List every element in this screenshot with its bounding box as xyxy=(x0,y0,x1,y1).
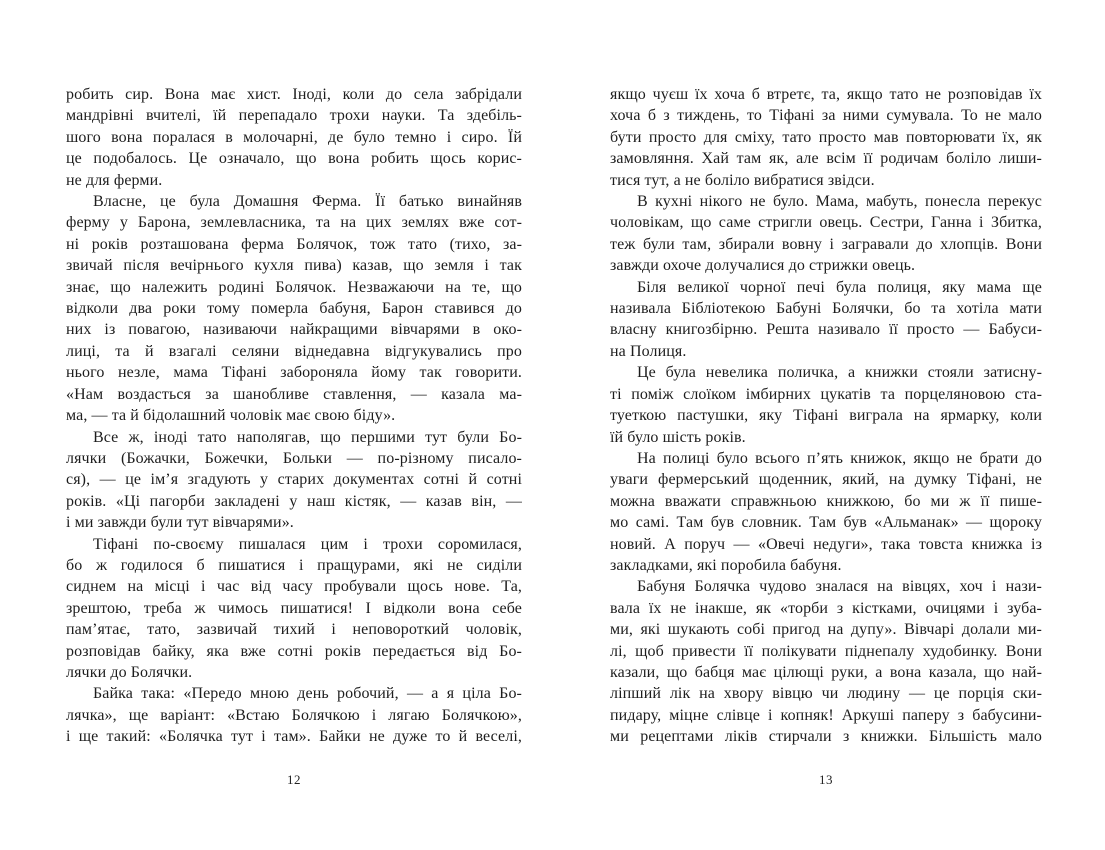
text-line: не для ферми. xyxy=(66,171,163,189)
text-line: ті поміж слоїком імбирних цукатів та порцеляновою ста- xyxy=(610,385,1042,403)
left-page-text xyxy=(66,84,522,748)
paragraph xyxy=(66,427,522,534)
text-line: і ми завжди були тут вівчарями». xyxy=(66,514,294,532)
text-line: зрештою, треба ж чимось пишатися! І відколи вона себе xyxy=(66,599,522,617)
text-line: нього незле, мама Тіфані забороняла йому так говорити. xyxy=(66,364,522,382)
text-line: ма, — та й бідолашний чоловік має свою біду». xyxy=(66,407,396,425)
text-line: власну книгозбірню. Решта називало її просто — Бабуси- xyxy=(610,321,1042,339)
text-line: робить сир. Вона має хист. Іноді, коли до села забрідали xyxy=(66,86,522,103)
text-line: шого вона поралася в молочарні, де було темно і сиро. Їй xyxy=(66,128,522,146)
paragraph xyxy=(66,683,522,747)
text-line: закладками, які поробила бабуня. xyxy=(610,556,842,574)
text-line: лячки (Божачки, Божечки, Больки — по-різному писало- xyxy=(66,449,522,467)
text-line: мандрівні вчителі, їй перепадало трохи науки. Та здебіль- xyxy=(66,107,522,125)
text-line: Бабуня Болячка чудово зналася на вівцях, хоч і нази- xyxy=(637,578,1042,596)
text-line: завжди охоче долучалися до стрижки овець. xyxy=(610,257,916,275)
text-line: лі, щоб привести її полікувати піднепалу худобинку. Вони xyxy=(610,642,1042,660)
text-line: мо самі. Там був словник. Там був «Альманак» — щороку xyxy=(610,514,1042,532)
right-page-number: 13 xyxy=(819,772,833,787)
text-line: Все ж, іноді тато наполягав, що першими тут були Бо- xyxy=(93,428,522,446)
text-line: якщо чуєш їх хоча б втретє, та, якщо тато не розповідав їх xyxy=(610,86,1042,103)
text-line: ні років розташована ферма Болячок, тож тато (тихо, за- xyxy=(66,235,522,253)
left-page-number: 12 xyxy=(287,772,301,787)
text-line: них із повагою, називаючи найкращими вівчарями в око- xyxy=(66,321,522,339)
text-line: замовляння. Хай там як, але всім її родичам боліло лиши- xyxy=(610,150,1042,168)
text-line: лячки до Болячки. xyxy=(66,663,193,681)
text-line: відколи два роки тому померла бабуня, Барон ставився до xyxy=(66,300,522,318)
text-line: Байка така: «Передо мною день робочий, — а я ціла Бо- xyxy=(93,685,522,703)
text-line: туеткою пастушки, яку Тіфані виграла на ярмарку, коли xyxy=(610,407,1042,425)
paragraph xyxy=(610,191,1042,277)
text-line: лячка», ще варіант: «Встаю Болячкою і лягаю Болячкою», xyxy=(66,706,522,724)
text-line: Біля великої чорної печі була полиця, яку мама ще xyxy=(637,278,1042,296)
text-line: називала Бібліотекою Бабуні Болячки, бо та хотіла мати xyxy=(610,300,1042,318)
text-line: бути просто для сміху, тато просто мав повторювати їх, як xyxy=(610,128,1042,146)
text-line: Власне, це була Домашня Ферма. Її батько винайняв xyxy=(93,193,522,211)
text-line: ся), — це ім’я згадують у старих документах сотні й сотні xyxy=(66,471,522,489)
text-line: пам’ятає, тато, зазвичай тихий і неповороткий чоловік, xyxy=(66,621,522,639)
paragraph xyxy=(66,84,522,191)
text-line: тися тут, а не боліло вибратися звідси. xyxy=(610,171,875,189)
paragraph xyxy=(66,191,522,426)
text-line: «Нам воздасться за шанобливе ставлення, — казала ма- xyxy=(66,385,522,403)
text-line: Це була невелика поличка, а книжки стояли затисну- xyxy=(637,364,1042,382)
text-line: розповідав байку, яка вже сотні років передається від Бо- xyxy=(66,642,522,660)
text-line: На полиці було всього п’ять книжок, якщо не брати до xyxy=(637,449,1042,467)
text-line: лиці, та й взагалі селяни віднедавна відгукувались про xyxy=(66,342,522,360)
text-line: В кухні нікого не було. Мама, мабуть, понесла перекус xyxy=(637,193,1042,211)
text-line: сиднем на місці і час від часу пробували щось нове. Та, xyxy=(66,578,522,596)
text-line: ліпший лік на хвору вівцю чи людину — це порція ски- xyxy=(610,685,1042,703)
text-line: років. «Ці пагорби закладені у наш кістяк, — казав він, — xyxy=(66,492,522,510)
text-line: теж були там, збирали вовну і загравали до хлопців. Вони xyxy=(610,235,1042,253)
text-line: вала їх не інакше, як «торби з кістками, очицями і зуба- xyxy=(610,599,1042,617)
text-line: Тіфані по-своєму пишалася цим і трохи соромилася, xyxy=(93,535,522,553)
text-line: їй було шість років. xyxy=(610,428,746,446)
text-line: новий. А поруч — «Овечі недуги», така товста книжка із xyxy=(610,535,1042,553)
text-line: ми рецептами ліків стирчали з книжки. Більшість мало xyxy=(610,728,1042,746)
text-line: бо ж годилося б пишатися і пращурами, які не сиділи xyxy=(66,556,522,574)
right-page-text xyxy=(610,84,1042,748)
paragraph xyxy=(610,448,1042,576)
paragraph xyxy=(610,362,1042,448)
paragraph xyxy=(66,534,522,684)
text-line: пидару, міцне слівце і копняк! Аркуші паперу з бабусини- xyxy=(610,706,1042,724)
text-line: це подобалось. Це означало, що вона робить щось корис- xyxy=(66,150,522,168)
text-line: уваги фермерський щоденник, який, на думку Тіфані, не xyxy=(610,471,1042,489)
text-line: знає, що належить родині Болячок. Незважаючи на те, що xyxy=(66,278,522,296)
text-line: звичай після вечірнього кухля пива) казав, що земля і так xyxy=(66,257,522,275)
paragraph xyxy=(610,84,1042,191)
paragraph xyxy=(610,277,1042,363)
text-line: ми, які шукають собі пригод на дупу». Вівчарі долали ми- xyxy=(610,621,1042,639)
paragraph xyxy=(610,576,1042,747)
text-line: хоча б з тиждень, то Тіфані за ними сумувала. То не мало xyxy=(610,107,1042,125)
text-line: можна вважати справжньою книжкою, бо ми ж її пише- xyxy=(610,492,1042,510)
text-line: чоловікам, що саме стригли овець. Сестри, Ганна і Збитка, xyxy=(610,214,1042,232)
text-line: на Полиця. xyxy=(610,342,687,360)
text-line: казали, що бабця має цілющі руки, а вона казала, що най- xyxy=(610,663,1042,681)
text-line: ферму у Барона, землевласника, та на цих землях вже сот- xyxy=(66,214,522,232)
text-line: і ще такий: «Болячка тут і там». Байки не дуже то й веселі, xyxy=(66,728,522,746)
